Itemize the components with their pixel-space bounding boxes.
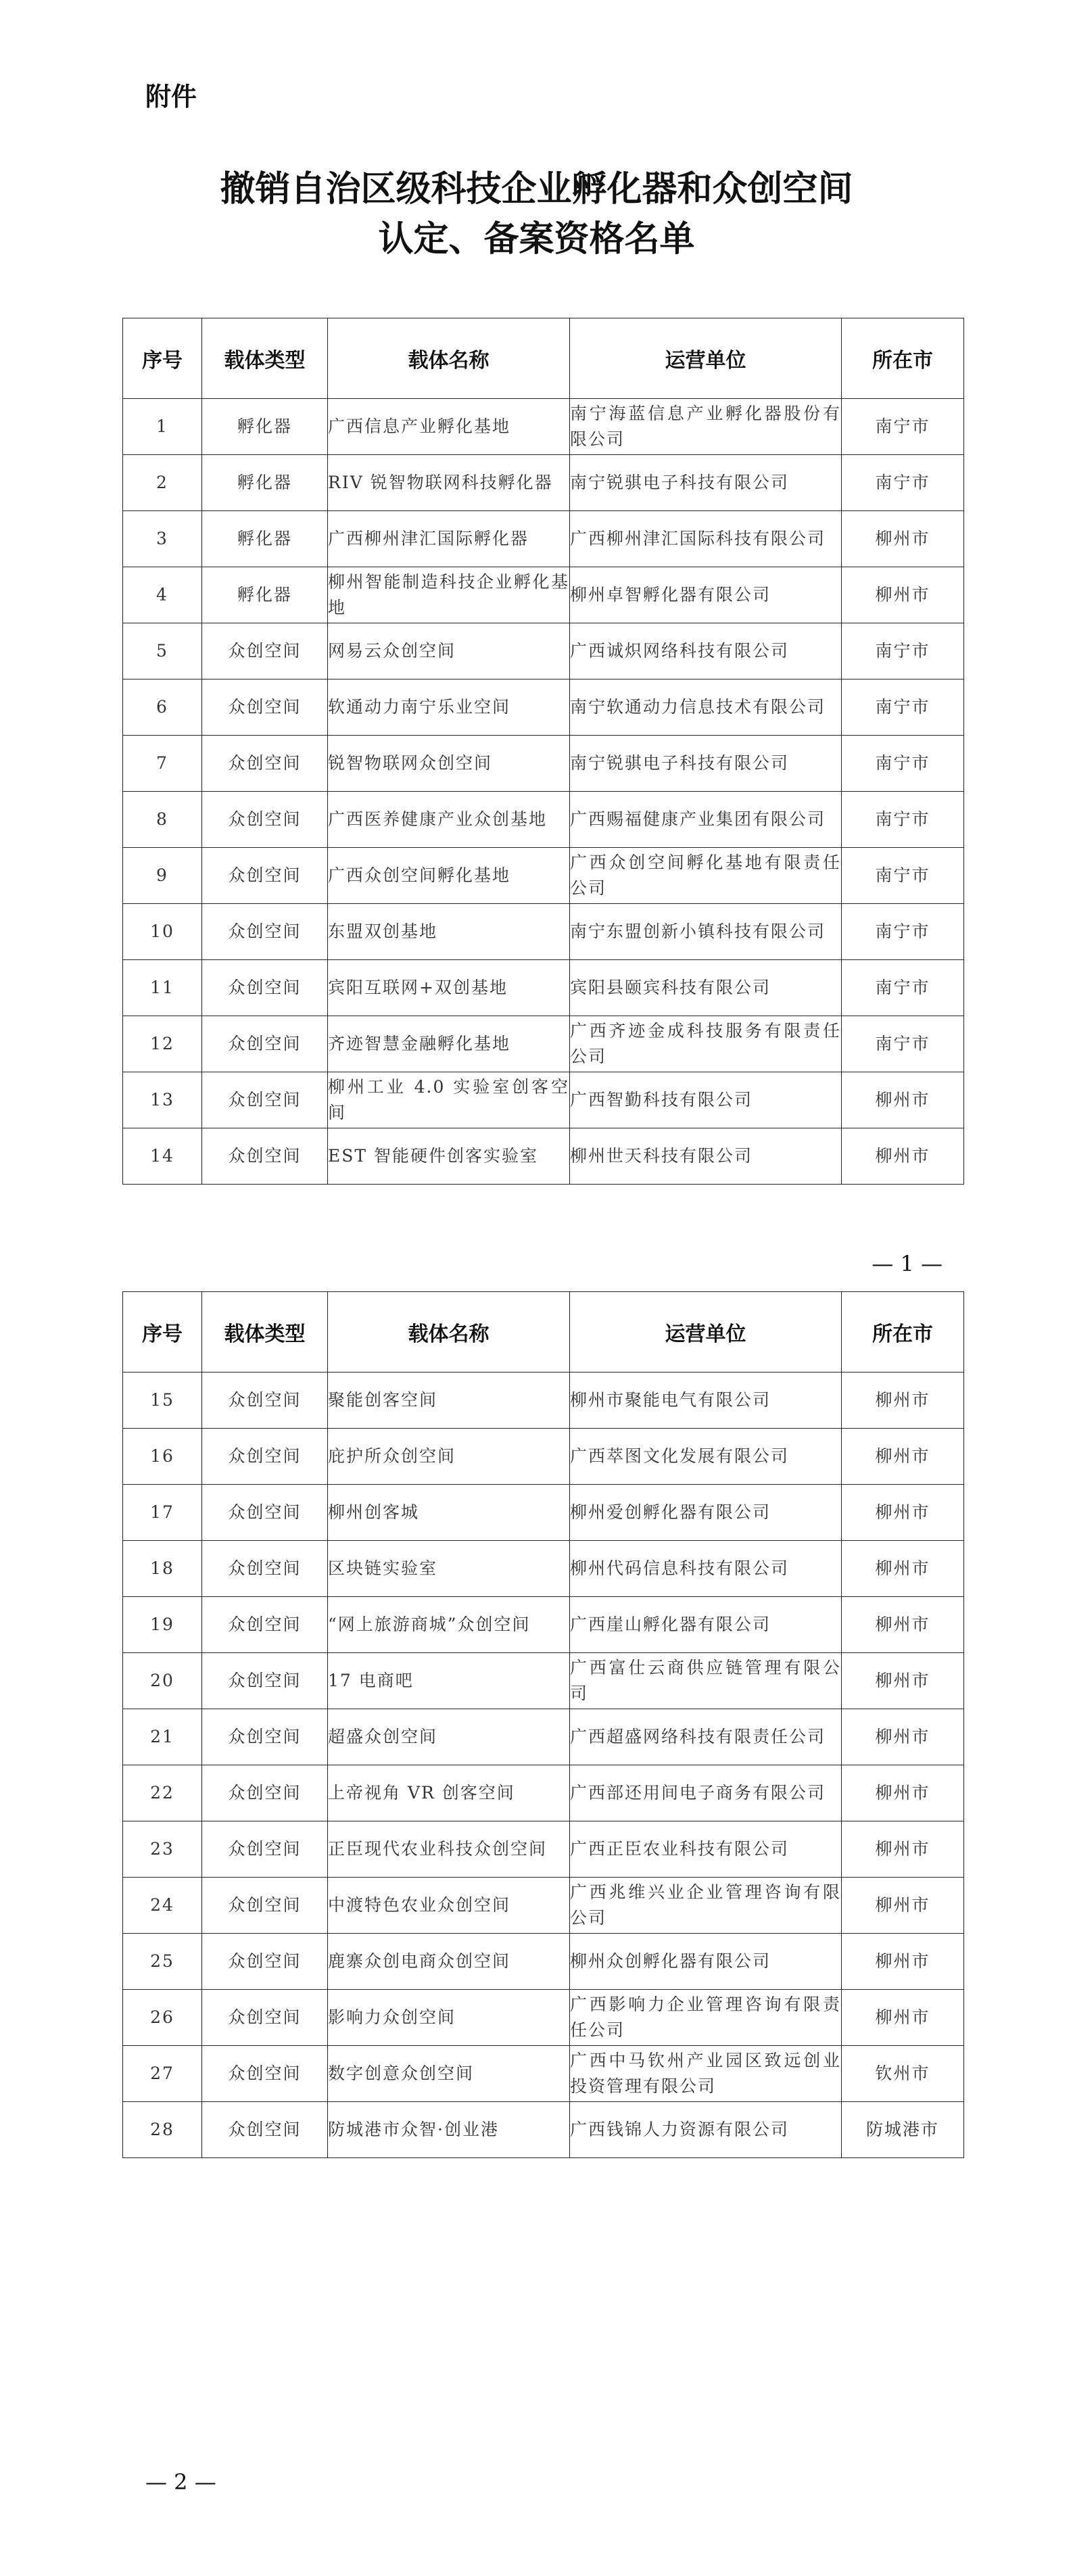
cell-serial: 12 [123, 1016, 202, 1072]
cell-carrier-type: 众创空间 [202, 1765, 328, 1821]
cell-city: 柳州市 [842, 1485, 964, 1541]
table-row [123, 1653, 964, 1709]
cell-carrier-name: 广西医养健康产业众创基地 [328, 792, 570, 848]
table-row [123, 1765, 964, 1821]
cell-operator: 广西部还用间电子商务有限公司 [570, 1765, 842, 1821]
table-row [123, 511, 964, 567]
cell-operator: 南宁软通动力信息技术有限公司 [570, 679, 842, 736]
cell-carrier-name: 东盟双创基地 [328, 904, 570, 960]
cell-operator: 广西兆维兴业企业管理咨询有限公司 [570, 1878, 842, 1934]
cell-city: 南宁市 [842, 679, 964, 736]
cell-city: 南宁市 [842, 736, 964, 792]
cell-operator: 宾阳县颐宾科技有限公司 [570, 960, 842, 1016]
cell-carrier-type: 众创空间 [202, 2102, 328, 2158]
cell-operator: 广西萃图文化发展有限公司 [570, 1429, 842, 1485]
cell-city: 柳州市 [842, 1597, 964, 1653]
header-carrier-type: 载体类型 [202, 318, 328, 399]
document-title-line1: 撤销自治区级科技企业孵化器和众创空间 [220, 168, 853, 210]
cell-serial: 22 [123, 1765, 202, 1821]
cell-city: 柳州市 [842, 1765, 964, 1821]
table-row [123, 1821, 964, 1878]
cell-city: 防城港市 [842, 2102, 964, 2158]
cell-city: 南宁市 [842, 848, 964, 904]
table-row [123, 736, 964, 792]
header-carrier-name: 载体名称 [328, 1292, 570, 1373]
cell-city: 南宁市 [842, 960, 964, 1016]
table-row [123, 623, 964, 679]
table-row [123, 848, 964, 904]
cell-carrier-name: 区块链实验室 [328, 1541, 570, 1597]
cell-serial: 3 [123, 511, 202, 567]
cell-carrier-type: 孵化器 [202, 567, 328, 623]
cell-city: 柳州市 [842, 1821, 964, 1878]
cell-city: 柳州市 [842, 1709, 964, 1765]
cell-city: 南宁市 [842, 455, 964, 511]
cell-carrier-type: 众创空间 [202, 1373, 328, 1429]
cell-operator: 南宁海蓝信息产业孵化器股份有限公司 [570, 399, 842, 455]
cell-city: 南宁市 [842, 904, 964, 960]
cell-carrier-name: 柳州创客城 [328, 1485, 570, 1541]
table-row [123, 1878, 964, 1934]
cell-carrier-name: EST 智能硬件创客实验室 [328, 1128, 570, 1185]
cell-carrier-type: 众创空间 [202, 2046, 328, 2102]
cell-serial: 24 [123, 1878, 202, 1934]
header-carrier-type: 载体类型 [202, 1292, 328, 1373]
cell-serial: 27 [123, 2046, 202, 2102]
cell-carrier-name: 鹿寨众创电商众创空间 [328, 1934, 570, 1990]
cell-carrier-name: 广西众创空间孵化基地 [328, 848, 570, 904]
cell-carrier-name: 柳州工业 4.0 实验室创客空间 [328, 1072, 570, 1128]
cell-operator: 广西柳州津汇国际科技有限公司 [570, 511, 842, 567]
cell-carrier-type: 众创空间 [202, 1934, 328, 1990]
cell-city: 柳州市 [842, 511, 964, 567]
revocation-table-page1 [122, 318, 964, 1185]
document-title-line2: 认定、备案资格名单 [378, 218, 695, 260]
table-row [123, 792, 964, 848]
cell-carrier-type: 众创空间 [202, 1597, 328, 1653]
cell-city: 南宁市 [842, 1016, 964, 1072]
cell-city: 柳州市 [842, 1934, 964, 1990]
cell-serial: 11 [123, 960, 202, 1016]
cell-carrier-name: 广西柳州津汇国际孵化器 [328, 511, 570, 567]
table-row [123, 960, 964, 1016]
table-row [123, 1128, 964, 1185]
cell-city: 柳州市 [842, 1373, 964, 1429]
table-row [123, 1072, 964, 1128]
cell-serial: 20 [123, 1653, 202, 1709]
cell-serial: 17 [123, 1485, 202, 1541]
table-row [123, 1373, 964, 1429]
cell-operator: 广西富仕云商供应链管理有限公司 [570, 1653, 842, 1709]
cell-operator: 广西崖山孵化器有限公司 [570, 1597, 842, 1653]
cell-carrier-name: 齐迹智慧金融孵化基地 [328, 1016, 570, 1072]
cell-carrier-type: 众创空间 [202, 736, 328, 792]
cell-carrier-name: 正臣现代农业科技众创空间 [328, 1821, 570, 1878]
cell-carrier-name: 庇护所众创空间 [328, 1429, 570, 1485]
table-row [123, 1709, 964, 1765]
cell-serial: 18 [123, 1541, 202, 1597]
header-serial: 序号 [123, 1292, 202, 1373]
cell-carrier-type: 众创空间 [202, 1485, 328, 1541]
cell-serial: 2 [123, 455, 202, 511]
cell-operator: 南宁锐骐电子科技有限公司 [570, 736, 842, 792]
cell-carrier-type: 众创空间 [202, 1709, 328, 1765]
cell-carrier-type: 孵化器 [202, 511, 328, 567]
cell-carrier-name: 宾阳互联网+双创基地 [328, 960, 570, 1016]
cell-operator: 柳州世天科技有限公司 [570, 1128, 842, 1185]
table-row [123, 1597, 964, 1653]
cell-operator: 柳州卓智孵化器有限公司 [570, 567, 842, 623]
cell-carrier-name: 影响力众创空间 [328, 1990, 570, 2046]
table-row [123, 1541, 964, 1597]
cell-carrier-name: 聚能创客空间 [328, 1373, 570, 1429]
cell-city: 南宁市 [842, 399, 964, 455]
cell-carrier-type: 孵化器 [202, 399, 328, 455]
cell-city: 柳州市 [842, 1128, 964, 1185]
cell-operator: 柳州代码信息科技有限公司 [570, 1541, 842, 1597]
cell-serial: 16 [123, 1429, 202, 1485]
table-row [123, 679, 964, 736]
cell-carrier-type: 众创空间 [202, 623, 328, 679]
cell-carrier-name: 上帝视角 VR 创客空间 [328, 1765, 570, 1821]
cell-carrier-type: 众创空间 [202, 1016, 328, 1072]
cell-carrier-name: 中渡特色农业众创空间 [328, 1878, 570, 1934]
table-row [123, 1990, 964, 2046]
cell-carrier-type: 众创空间 [202, 679, 328, 736]
cell-carrier-name: 17 电商吧 [328, 1653, 570, 1709]
cell-serial: 13 [123, 1072, 202, 1128]
cell-carrier-name: 数字创意众创空间 [328, 2046, 570, 2102]
cell-serial: 25 [123, 1934, 202, 1990]
cell-city: 柳州市 [842, 1072, 964, 1128]
cell-carrier-name: 广西信息产业孵化基地 [328, 399, 570, 455]
revocation-table-page2 [122, 1291, 964, 2158]
cell-operator: 广西钱锦人力资源有限公司 [570, 2102, 842, 2158]
cell-serial: 8 [123, 792, 202, 848]
table-row [123, 904, 964, 960]
table-row [123, 567, 964, 623]
cell-carrier-name: 超盛众创空间 [328, 1709, 570, 1765]
cell-serial: 23 [123, 1821, 202, 1878]
cell-serial: 14 [123, 1128, 202, 1185]
table-row [123, 1016, 964, 1072]
header-city: 所在市 [842, 1292, 964, 1373]
cell-serial: 26 [123, 1990, 202, 2046]
cell-carrier-type: 众创空间 [202, 960, 328, 1016]
cell-serial: 1 [123, 399, 202, 455]
cell-operator: 广西众创空间孵化基地有限责任公司 [570, 848, 842, 904]
table-row [123, 399, 964, 455]
cell-serial: 6 [123, 679, 202, 736]
cell-city: 柳州市 [842, 1541, 964, 1597]
cell-operator: 南宁东盟创新小镇科技有限公司 [570, 904, 842, 960]
page-number: — 1 — [872, 1251, 943, 1277]
table-row [123, 2102, 964, 2158]
table-row [123, 1485, 964, 1541]
cell-operator: 广西齐迹金成科技服务有限责任公司 [570, 1016, 842, 1072]
cell-city: 柳州市 [842, 1653, 964, 1709]
cell-carrier-type: 孵化器 [202, 455, 328, 511]
cell-operator: 广西诚炽网络科技有限公司 [570, 623, 842, 679]
header-operator: 运营单位 [570, 318, 842, 399]
cell-serial: 9 [123, 848, 202, 904]
page-number: — 2 — [145, 2469, 216, 2495]
cell-operator: 广西赐福健康产业集团有限公司 [570, 792, 842, 848]
cell-operator: 广西影响力企业管理咨询有限责任公司 [570, 1990, 842, 2046]
cell-city: 柳州市 [842, 1990, 964, 2046]
header-operator: 运营单位 [570, 1292, 842, 1373]
cell-city: 南宁市 [842, 623, 964, 679]
cell-operator: 广西智勤科技有限公司 [570, 1072, 842, 1128]
attachment-label: 附件 [145, 82, 197, 112]
cell-carrier-type: 众创空间 [202, 1072, 328, 1128]
cell-city: 柳州市 [842, 1878, 964, 1934]
cell-operator: 柳州众创孵化器有限公司 [570, 1934, 842, 1990]
cell-carrier-type: 众创空间 [202, 1653, 328, 1709]
cell-operator: 广西中马钦州产业园区致远创业投资管理有限公司 [570, 2046, 842, 2102]
cell-operator: 广西正臣农业科技有限公司 [570, 1821, 842, 1878]
cell-carrier-type: 众创空间 [202, 1878, 328, 1934]
cell-carrier-name: 防城港市众智·创业港 [328, 2102, 570, 2158]
cell-carrier-type: 众创空间 [202, 1541, 328, 1597]
cell-carrier-name: RIV 锐智物联网科技孵化器 [328, 455, 570, 511]
cell-city: 柳州市 [842, 567, 964, 623]
cell-carrier-type: 众创空间 [202, 1821, 328, 1878]
header-carrier-name: 载体名称 [328, 318, 570, 399]
cell-city: 柳州市 [842, 1429, 964, 1485]
cell-carrier-type: 众创空间 [202, 1429, 328, 1485]
cell-operator: 南宁锐骐电子科技有限公司 [570, 455, 842, 511]
cell-serial: 15 [123, 1373, 202, 1429]
table-header-row [123, 1292, 964, 1373]
cell-carrier-name: 软通动力南宁乐业空间 [328, 679, 570, 736]
table-header-row [123, 318, 964, 399]
cell-serial: 7 [123, 736, 202, 792]
cell-operator: 广西超盛网络科技有限责任公司 [570, 1709, 842, 1765]
table-row [123, 455, 964, 511]
table-row [123, 1429, 964, 1485]
cell-city: 南宁市 [842, 792, 964, 848]
cell-carrier-type: 众创空间 [202, 904, 328, 960]
cell-operator: 柳州市聚能电气有限公司 [570, 1373, 842, 1429]
cell-serial: 19 [123, 1597, 202, 1653]
cell-operator: 柳州爱创孵化器有限公司 [570, 1485, 842, 1541]
header-city: 所在市 [842, 318, 964, 399]
cell-carrier-type: 众创空间 [202, 1128, 328, 1185]
cell-carrier-type: 众创空间 [202, 848, 328, 904]
table-row [123, 1934, 964, 1990]
cell-serial: 4 [123, 567, 202, 623]
cell-carrier-type: 众创空间 [202, 1990, 328, 2046]
cell-city: 钦州市 [842, 2046, 964, 2102]
cell-serial: 21 [123, 1709, 202, 1765]
cell-carrier-name: 柳州智能制造科技企业孵化基地 [328, 567, 570, 623]
cell-carrier-name: 网易云众创空间 [328, 623, 570, 679]
cell-carrier-name: “网上旅游商城”众创空间 [328, 1597, 570, 1653]
cell-serial: 10 [123, 904, 202, 960]
table-row [123, 2046, 964, 2102]
cell-carrier-type: 众创空间 [202, 792, 328, 848]
cell-carrier-name: 锐智物联网众创空间 [328, 736, 570, 792]
cell-serial: 28 [123, 2102, 202, 2158]
header-serial: 序号 [123, 318, 202, 399]
cell-serial: 5 [123, 623, 202, 679]
